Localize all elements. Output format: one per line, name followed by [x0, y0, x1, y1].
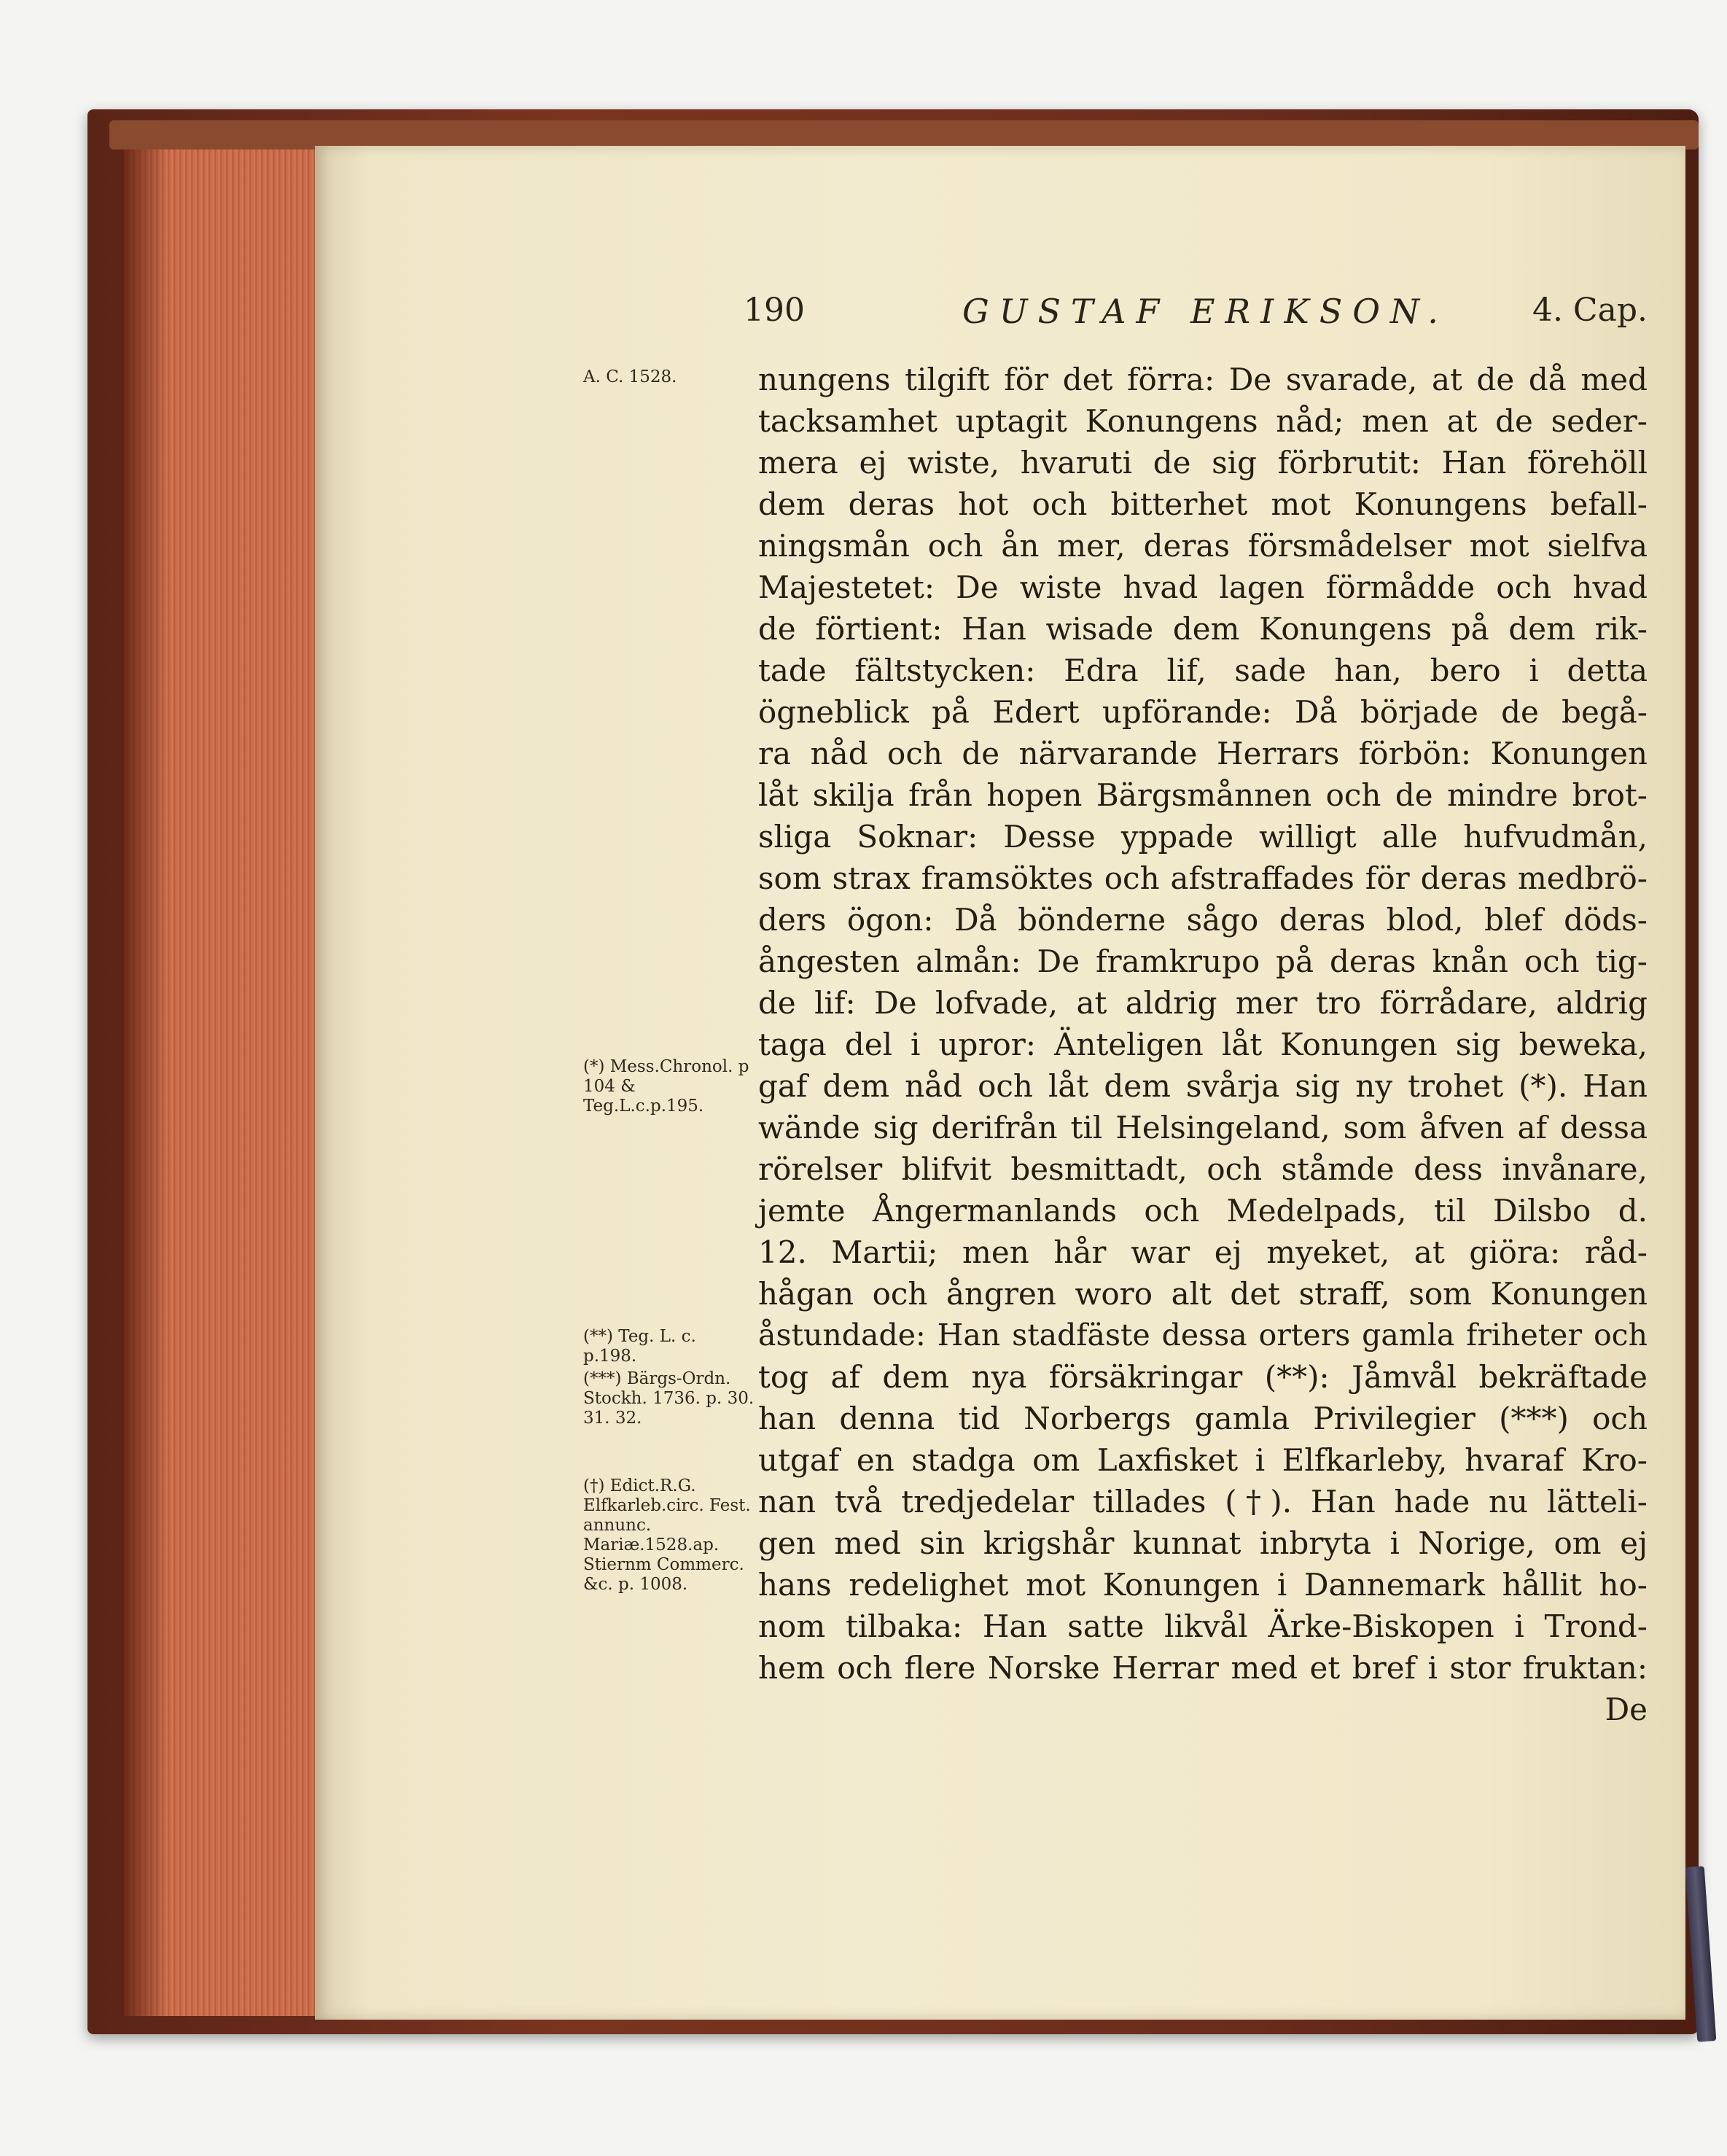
text-line: rörelser blifvit besmittadt, och ståmde dess invånare, [758, 1151, 1648, 1187]
text-line: tade fältstycken: Edra lif, sade han, bero i detta [758, 653, 1648, 688]
catchword: De [1605, 1692, 1648, 1727]
text-line: sliga Soknar: Desse yppade willigt alle hufvudmån, [758, 819, 1648, 855]
running-head: GUSTAF ERIKSON. [962, 292, 1449, 331]
binding-shadow [124, 149, 168, 2016]
text-line: utgaf en stadga om Laxfisket i Elfkarleby, hvaraf Kro- [758, 1442, 1648, 1478]
text-line: ningsmån och ån mer, deras försmådelser mot sielfva [758, 528, 1648, 564]
text-line: dem deras hot och bitterhet mot Konungens befall- [758, 486, 1648, 522]
text-line: hem och flere Norske Herrar med et bref i stor fruktan: [758, 1650, 1648, 1686]
text-line: 12. Martii; men hår war ej myeket, at giöra: råd- [758, 1234, 1648, 1270]
margin-note: A. C. 1528. [583, 367, 677, 386]
text-line: nom tilbaka: Han satte likvål Ärke-Biskopen i Trond- [758, 1608, 1648, 1644]
text-line: gen med sin krigshår kunnat inbryta i Norige, om ej [758, 1525, 1648, 1561]
text-line: mera ej wiste, hvaruti de sig förbrutit: Han förehöll [758, 445, 1648, 480]
chapter-label: 4. Cap. [1532, 292, 1648, 329]
text-line: ders ögon: Då bönderne sågo deras blod, blef döds- [758, 902, 1648, 938]
text-line: Majestetet: De wiste hvad lagen förmådde och hvad [758, 569, 1648, 605]
text-line: tog af dem nya försäkringar (**): Jåmvål bekräftade [758, 1359, 1648, 1395]
text-line: de förtient: Han wisade dem Konungens på dem rik- [758, 611, 1648, 647]
text-line: åstundade: Han stadfäste dessa orters gamla friheter och [758, 1318, 1648, 1353]
text-line: tacksamhet uptagit Konungens nåd; men at de seder- [758, 403, 1648, 439]
text-line: taga del i upror: Änteligen låt Konungen sig beweka, [758, 1027, 1648, 1062]
page-number: 190 [744, 292, 805, 329]
text-line: ra nåd och de närvarande Herrars förbön: Konungen [758, 736, 1648, 771]
text-line: wände sig derifrån til Helsingeland, som åfven af dessa [758, 1110, 1648, 1145]
text-line: gaf dem nåd och låt dem svårja sig ny trohet (*). Han [758, 1068, 1648, 1104]
text-line: som strax framsöktes och afstraffades för deras medbrö- [758, 860, 1648, 896]
text-line: ångesten almån: De framkrupo på deras knån och tig- [758, 943, 1648, 979]
text-line: ögneblick på Edert upförande: Då började de begå- [758, 694, 1648, 730]
text-line: de lif: De lofvade, at aldrig mer tro förrådare, aldrig [758, 985, 1648, 1021]
text-line: hans redelighet mot Konungen i Dannemark hållit ho- [758, 1567, 1648, 1603]
text-line: nan två tredjedelar tillades (†). Han hade nu lätteli- [758, 1484, 1648, 1519]
text-line: låt skilja från hopen Bärgsmånnen och de mindre brot- [758, 777, 1648, 813]
cover-top-edge [109, 120, 1699, 149]
text-line: jemte Ångermanlands och Medelpads, til Dilsbo d. [758, 1193, 1648, 1229]
text-line: hågan och ångren woro alt det straff, som Konungen [758, 1276, 1648, 1312]
text-line: han denna tid Norbergs gamla Privilegier (***) och [758, 1401, 1648, 1436]
margin-note: (†) Edict.R.G. Elfkarleb.circ. Fest. annunc. Mariæ.1528.ap. Stiernm Commerc. &c. p. 1008. [583, 1476, 751, 1594]
margin-note: (***) Bärgs-Ordn. Stockh. 1736. p. 30. 31. 32. [583, 1369, 755, 1428]
page-header [744, 292, 1648, 335]
margin-note: (*) Mess.Chronol. p 104 & Teg.L.c.p.195. [583, 1057, 749, 1116]
margin-note: (**) Teg. L. c. p.198. [583, 1327, 696, 1366]
body-text [758, 359, 1648, 1730]
text-line: nungens tilgift för det förra: De svarade, at de då med [758, 362, 1648, 397]
